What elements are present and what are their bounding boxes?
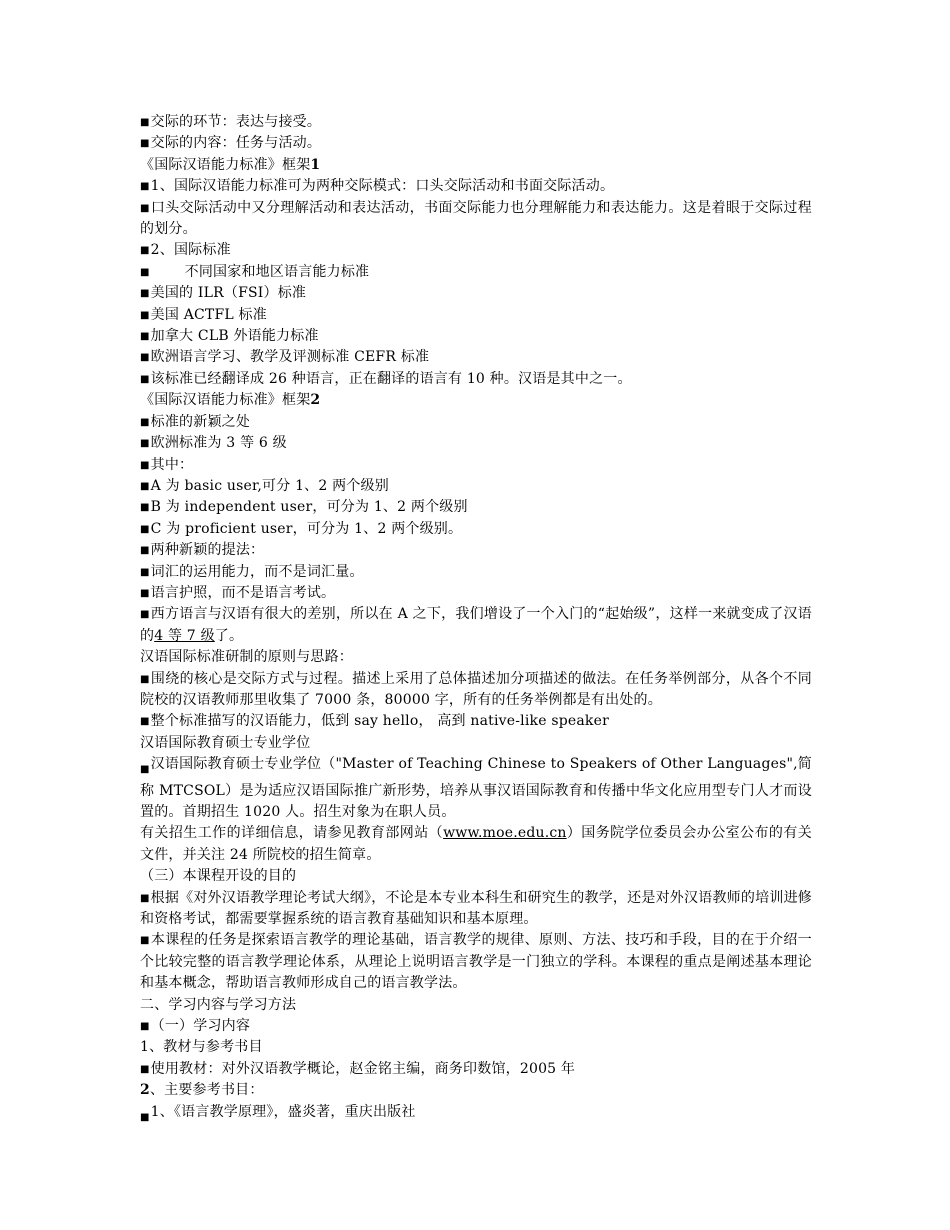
line-text: A 为 basic user,可分 1、2 两个级别 [150,477,389,494]
bullet-icon: ■ [140,480,150,492]
bullet-icon: ■ [140,309,150,321]
text-paragraph [140,754,812,823]
text-paragraph [140,930,812,994]
paragraph-text: 口头交际活动中又分理解活动和表达活动，书面交际能力也分理解能力和表达能力。这是着眼于交际过程的划分。 [140,199,812,238]
line-text: 1、《语言教学原理》，盛炎著，重庆出版社 [150,1103,416,1120]
bullet-icon: ■ [140,587,150,599]
text-line [140,326,812,347]
bullet-icon: ■ [140,352,150,364]
line-text: C 为 proficient user，可分为 1、2 两个级别。 [150,520,463,537]
text-line [140,283,812,304]
line-text: 该标准已经翻译成 26 种语言，正在翻译的语言有 10 种。汉语是其中之一。 [150,370,632,387]
text-paragraph [140,823,812,866]
line-text: 语言护照，而不是语言考试。 [150,584,336,601]
heading-text: 《国际汉语能力标准》框架 [140,392,311,409]
line-text: 两种新颖的提法： [150,542,265,559]
bullet-icon: ■ [140,245,150,257]
text-line [140,540,812,561]
paragraph-text: 了。 [214,627,244,644]
text-paragraph [140,669,812,712]
bullet-icon: ■ [140,202,150,214]
bullet-icon: ■ [140,716,150,728]
line-text: （一）学习内容 [150,1018,251,1035]
bullet-icon: ■ [140,673,150,685]
bullet-icon: ■ [140,609,150,621]
bullet-icon: ■ [140,764,150,776]
line-text: 词汇的运用能力，而不是词汇量。 [150,563,364,580]
paragraph-text: 根据《对外汉语教学理论考试大纲》，不论是本专业本科生和研究生的教学，还是对外汉语教师的培训进修和资格考试，都需要掌握系统的语言教育基础知识和基本原理。 [140,889,812,928]
bullet-icon: ■ [140,935,150,947]
line-text: 使用教材：对外汉语教学概论，赵金铭主编，商务印数馆，2005 年 [150,1060,576,1077]
bullet-icon: ■ [140,502,150,514]
paragraph-text: 本课程的任务是探索语言教学的理论基础，语言教学的规律、原则、方法、技巧和手段，目的在于介绍一个比较完整的语言教学理论体系，从理论上说明语言教学是一门独立的学科。本课程的重点是阐述基本理论和基本概念，帮助语言教师形成自己的语言教学法。 [140,932,812,992]
text-line [140,262,812,283]
heading-number: 1 [310,156,321,173]
section-heading [140,866,812,887]
paragraph-text: 西方语言与汉语有很大的差别，所以在 A 之下，我们增设了一个入门的“起始级”，这样一来就变成了汉语的 [140,606,812,644]
heading-text: 二、学习内容与学习方法 [140,996,297,1013]
text-line [140,1059,812,1080]
text-line [140,455,812,476]
paragraph-text: ）国务院学位委员会办公室公布的有关文件，并关注 24 所院校的招生简章。 [140,825,812,863]
text-line [140,583,812,604]
line-text: 美国 ACTFL 标准 [150,306,267,323]
text-line [140,497,812,518]
line-text: 其中： [150,456,194,473]
bullet-icon: ■ [140,181,150,193]
heading-text: 、主要参考书目： [149,1082,264,1099]
line-text: 不同国家和地区语言能力标准 [184,263,370,280]
line-text: 交际的内容：任务与活动。 [150,135,322,152]
text-line [140,711,812,732]
line-text: 2、国际标准 [150,242,231,259]
bullet-icon: ■ [140,566,150,578]
section-heading [140,647,812,668]
text-line [140,369,812,390]
text-line [140,562,812,583]
heading-number: 2 [140,1082,150,1099]
text-line [140,347,812,368]
line-text: 美国的 ILR（FSI）标准 [150,285,307,302]
bullet-icon: ■ [140,438,150,450]
document-body [140,112,812,1128]
bullet-icon: ■ [140,416,150,428]
bullet-icon: ■ [140,892,150,904]
heading-text: 汉语国际标准研制的原则与思路： [140,649,353,666]
text-line [140,1016,812,1037]
text-line [140,176,812,197]
line-text: B 为 independent user，可分为 1、2 两个级别 [150,499,468,516]
text-paragraph [140,604,812,647]
paragraph-text: 有关招生工作的详细信息，请参见教育部网站（ [140,825,444,842]
line-text: 欧洲标准为 3 等 6 级 [150,435,287,452]
line-text: 欧洲语言学习、教学及评测标准 CEFR 标准 [150,349,430,366]
paragraph-text: 汉语国际教育硕士专业学位（"Master of Teaching Chinese to Speakers of Other Languages",简称 MTCSOL）是为适应汉语国际推广新形势，培养从事汉语国际教育和传播中华文化应用型专门人才而设置的。首期招生 1020 人。招生对象为在职人员。 [140,756,812,820]
heading-text: 汉语国际教育硕士专业学位 [140,734,311,751]
bullet-icon: ■ [140,523,150,535]
section-heading [140,733,812,754]
bullet-icon: ■ [140,545,150,557]
text-line [140,1102,812,1128]
bullet-icon: ■ [140,459,150,471]
section-heading [140,995,812,1016]
text-line [140,476,812,497]
text-line [140,433,812,454]
bullet-icon: ■ [140,1021,150,1033]
line-text: 交际的环节：表达与接受。 [150,114,322,130]
bullet-icon: ■ [140,117,150,128]
text-line [140,112,812,133]
section-heading [140,390,812,411]
section-heading [140,155,812,176]
bullet-icon: ■ [140,331,150,343]
moe-website-link[interactable]: www.moe.edu.cn [443,825,567,842]
heading-text: 1、教材与参考书目 [140,1039,263,1056]
bullet-icon: ■ [140,266,150,278]
underlined-text: 4 等 7 级 [154,627,215,644]
heading-text: （三）本课程开设的目的 [140,868,297,885]
bullet-icon: ■ [140,288,150,300]
text-paragraph [140,888,812,931]
heading-number: 2 [310,392,321,409]
bullet-icon: ■ [140,1111,150,1123]
bullet-icon: ■ [140,1063,150,1075]
text-line [140,133,812,154]
text-line [140,240,812,261]
line-text: 1、国际汉语能力标准可为两种交际模式：口头交际活动和书面交际活动。 [150,178,615,195]
section-heading [140,1080,812,1101]
line-text: 加拿大 CLB 外语能力标准 [150,328,319,345]
text-line [140,412,812,433]
paragraph-text: 围绕的核心是交际方式与过程。描述上采用了总体描述加分项描述的做法。在任务举例部分，从各个不同院校的汉语教师那里收集了 7000 条，80000 字，所有的任务举例都是有出处的。 [140,670,812,708]
text-paragraph [140,198,812,241]
line-text: 整个标准描写的汉语能力，低到 say hello， 高到 native-like speaker [150,713,609,730]
line-text: 标准的新颖之处 [150,413,251,430]
bullet-icon: ■ [140,138,150,150]
text-line [140,519,812,540]
text-line [140,305,812,326]
section-heading [140,1037,812,1058]
bullet-icon: ■ [140,373,150,385]
heading-text: 《国际汉语能力标准》框架 [140,156,311,173]
